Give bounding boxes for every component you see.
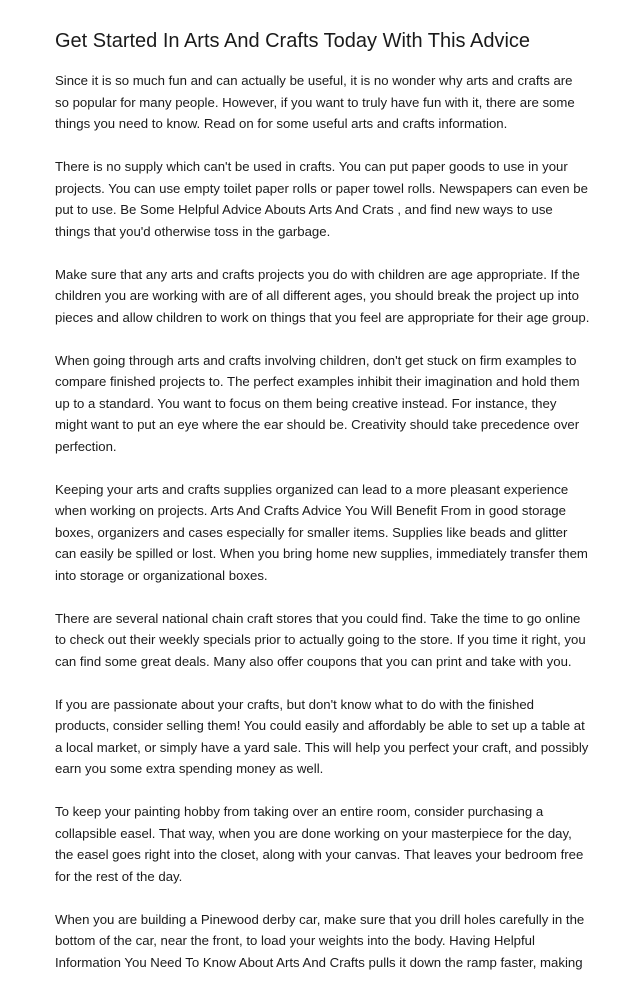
- paragraph: To keep your painting hobby from taking over an entire room, consider purchasing a collapsible easel. That way, when you are done working on your masterpiece for the day, the easel goes right into the closet, along with your canvas. That leaves your bedroom free for the rest of the day.: [55, 804, 584, 884]
- paragraph: If you are passionate about your crafts, but don't know what to do with the finished products, consider selling them! You could easily and affordably be able to set up a table at a local market, or simply have a yard sale. This will help you perfect your craft, and possibly earn you some extra spending money as well.: [55, 696, 589, 776]
- paragraph: When you are building a Pinewood derby car, make sure that you drill holes carefully in the bottom of the car, near the front, to load your weights into the body. Having Helpful Information You Need To Know About Arts And Crafts pulls it down the ramp faster, making: [55, 911, 585, 970]
- paragraph: Keeping your arts and crafts supplies organized can lead to a more pleasant experience when working on projects. Arts And Crafts Advice You Will Benefit From in good storage boxes, organizers and cases especially for smaller items. Supplies like beads and glitter can easily be spilled or lost. When you bring home new supplies, immediately transfer them into storage or organizational boxes.: [55, 481, 588, 583]
- paragraph: There is no supply which can't be used in crafts. You can put paper goods to use in your projects. You can use empty toilet paper rolls or paper towel rolls. Newspapers can even be put to use. Be Some Helpful Advice Abouts Arts And Crats , and find new ways to use things that you'd otherwise toss in the garbage.: [55, 159, 588, 239]
- document-body: [55, 70, 590, 995]
- paragraph: Make sure that any arts and crafts projects you do with children are age appropriate. If the children you are working with are of all different ages, you should break the project up into pieces and allow children to work on things that you feel are appropriate for their age group.: [55, 266, 590, 325]
- paragraph: There are several national chain craft stores that you could find. Take the time to go online to check out their weekly specials prior to actually going to the store. If you time it right, you can find some great deals. Many also offer coupons that you can print and take with you.: [55, 610, 586, 669]
- document-title: Get Started In Arts And Crafts Today With This Advice: [55, 30, 531, 52]
- paragraph: When going through arts and crafts involving children, don't get stuck on firm examples to compare finished projects to. The perfect examples inhibit their imagination and hold them up to a standard. You want to focus on them being creative instead. For instance, they might want to put an eye where the ear should be. Creativity should take precedence over perfection.: [55, 352, 580, 454]
- paragraph: Since it is so much fun and can actually be useful, it is no wonder why arts and crafts are so popular for many people. However, if you want to truly have fun with it, there are some things you need to know. Read on for some useful arts and crafts information.: [55, 73, 575, 131]
